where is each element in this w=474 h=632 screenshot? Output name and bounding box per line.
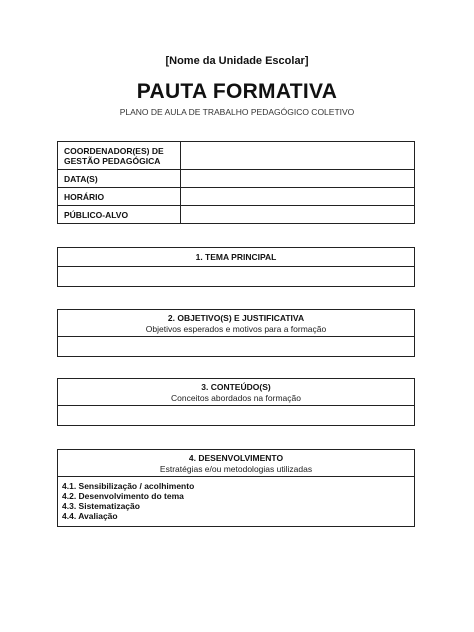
dates-label: DATA(S) — [58, 170, 181, 188]
info-row-dates — [58, 170, 415, 188]
section-development-header — [58, 450, 414, 477]
section-development-subheading: Estratégias e/ou metodologias utilizadas — [159, 464, 313, 474]
section-contents-subheading: Conceitos abordados na formação — [171, 393, 301, 403]
section-contents-heading: 3. CONTEÚDO(S) — [201, 382, 271, 392]
info-row-time — [58, 188, 415, 206]
development-item-systematization: 4.3. Sistematização — [62, 501, 140, 511]
development-item-evaluation: 4.4. Avaliação — [62, 511, 118, 521]
section-development — [57, 449, 415, 527]
audience-value[interactable] — [181, 206, 415, 224]
section-objectives-field[interactable] — [58, 337, 414, 356]
page-title: PAUTA FORMATIVA — [136, 80, 338, 103]
section-contents-header — [58, 379, 414, 406]
section-contents-field[interactable] — [58, 406, 414, 425]
coordinator-label — [58, 142, 181, 170]
school-name: [Nome da Unidade Escolar] — [165, 55, 309, 67]
section-development-heading: 4. DESENVOLVIMENTO — [188, 453, 284, 463]
section-development-field[interactable] — [58, 477, 414, 526]
section-main-theme-field[interactable] — [58, 267, 414, 286]
info-row-audience — [58, 206, 415, 224]
section-contents — [57, 378, 415, 426]
time-value[interactable] — [181, 188, 415, 206]
info-row-coordinator — [58, 142, 415, 170]
section-objectives-header — [58, 310, 414, 337]
development-item-sensitization: 4.1. Sensibilização / acolhimento — [62, 481, 195, 491]
development-item-theme-development: 4.2. Desenvolvimento do tema — [62, 491, 184, 501]
section-objectives-heading: 2. OBJETIVO(S) E JUSTIFICATIVA — [167, 313, 305, 323]
section-main-theme-heading: 1. TEMA PRINCIPAL — [195, 252, 277, 262]
section-main-theme-header — [58, 248, 414, 267]
audience-label: PÚBLICO-ALVO — [58, 206, 181, 224]
coordinator-label-line1: COORDENADOR(ES) DE — [64, 145, 164, 156]
section-objectives-subheading: Objetivos esperados e motivos para a formação — [145, 324, 327, 334]
section-main-theme — [57, 247, 415, 287]
time-label: HORÁRIO — [58, 188, 181, 206]
coordinator-value[interactable] — [181, 142, 415, 170]
coordinator-label-line2: GESTÃO PEDAGÓGICA — [64, 155, 161, 166]
dates-value[interactable] — [181, 170, 415, 188]
page-subtitle: PLANO DE AULA DE TRABALHO PEDAGÓGICO COLETIVO — [119, 107, 355, 117]
section-objectives — [57, 309, 415, 357]
info-table — [57, 141, 415, 224]
